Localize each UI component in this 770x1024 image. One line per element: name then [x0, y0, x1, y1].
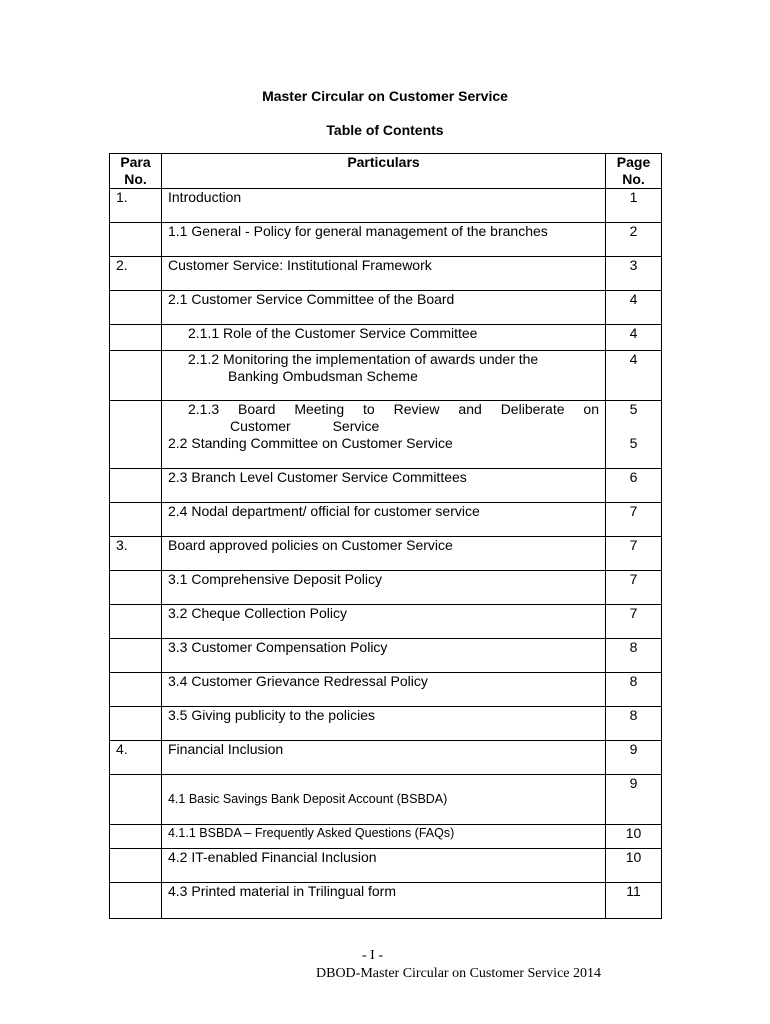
row-para [110, 401, 162, 469]
row-page-1: 5 [629, 401, 638, 417]
row-para [110, 775, 162, 825]
table-row [110, 257, 662, 291]
row-page: 8 [606, 639, 662, 673]
table-header-row [110, 154, 662, 189]
toc-heading: Table of Contents [326, 122, 444, 138]
table-row [110, 189, 662, 223]
row-page: 10 [606, 849, 662, 883]
row-text: 4.1.1 BSBDA – Frequently Asked Questions (FAQs) [162, 825, 606, 849]
row-para [110, 639, 162, 673]
row-page: 1 [606, 189, 662, 223]
table-row [110, 401, 662, 469]
row-text [162, 401, 606, 469]
table-row [110, 503, 662, 537]
row-text: 4.2 IT-enabled Financial Inclusion [162, 849, 606, 883]
table-row [110, 673, 662, 707]
row-page: 9 [606, 775, 662, 825]
row-para: 2. [110, 257, 162, 291]
row-text: 3.5 Giving publicity to the policies [162, 707, 606, 741]
row-para [110, 351, 162, 401]
row-para [110, 291, 162, 325]
row-page: 7 [606, 503, 662, 537]
row-text: 2.1 Customer Service Committee of the Board [162, 291, 606, 325]
row-para [110, 571, 162, 605]
row-page: 6 [606, 469, 662, 503]
table-row [110, 469, 662, 503]
row-text: 3.4 Customer Grievance Redressal Policy [162, 673, 606, 707]
row-text: Customer Service: Institutional Framework [162, 257, 606, 291]
row-text-line1: 2.1.2 Monitoring the implementation of awards under the [188, 351, 539, 367]
row-page: 11 [606, 883, 662, 919]
page-number: - I - [362, 948, 383, 963]
table-row [110, 571, 662, 605]
row-para: 4. [110, 741, 162, 775]
table-row [110, 741, 662, 775]
table-row [110, 707, 662, 741]
row-text: 3.1 Comprehensive Deposit Policy [162, 571, 606, 605]
row-page: 7 [606, 571, 662, 605]
row-page: 8 [606, 673, 662, 707]
row-page: 7 [606, 605, 662, 639]
row-page: 3 [606, 257, 662, 291]
row-para [110, 325, 162, 351]
table-row [110, 605, 662, 639]
row-text: 2.4 Nodal department/ official for customer service [162, 503, 606, 537]
row-para [110, 673, 162, 707]
row-page: 10 [606, 825, 662, 849]
footer-caption: DBOD-Master Circular on Customer Service 2014 [316, 966, 601, 981]
row-para [110, 883, 162, 919]
row-page: 4 [606, 351, 662, 401]
document-title: Master Circular on Customer Service [262, 88, 508, 104]
row-text: 4.3 Printed material in Trilingual form [162, 883, 606, 919]
row-page: 9 [606, 741, 662, 775]
row-page: 4 [606, 325, 662, 351]
table-row [110, 639, 662, 673]
row-text: Financial Inclusion [162, 741, 606, 775]
table-row [110, 537, 662, 571]
row-page: 7 [606, 537, 662, 571]
row-para [110, 469, 162, 503]
table-row [110, 223, 662, 257]
row-para: 3. [110, 537, 162, 571]
row-para [110, 605, 162, 639]
table-row [110, 883, 662, 919]
row-page: 4 [606, 291, 662, 325]
table-row [110, 351, 662, 401]
row-text: 2.1.1 Role of the Customer Service Committee [162, 325, 606, 351]
row-para [110, 825, 162, 849]
row-page: 2 [606, 223, 662, 257]
row-text: Introduction [162, 189, 606, 223]
table-row [110, 849, 662, 883]
toc-table [109, 153, 662, 919]
row-text-line2: Banking Ombudsman Scheme [228, 368, 418, 384]
row-text-line1: 2.1.3 Board Meeting to Review and Deliberate on [188, 401, 599, 417]
row-text: 1.1 General - Policy for general management of the branches [162, 223, 606, 257]
row-text-line1: 4.1 Basic Savings Bank Deposit Account (BSBDA) [168, 792, 448, 806]
table-row [110, 825, 662, 849]
row-text: Board approved policies on Customer Service [162, 537, 606, 571]
row-para [110, 503, 162, 537]
row-text-line2: Customer Service [230, 418, 380, 434]
row-text: 2.3 Branch Level Customer Service Committees [162, 469, 606, 503]
header-particulars: Particulars [162, 154, 606, 189]
row-text: 3.2 Cheque Collection Policy [162, 605, 606, 639]
row-page-2: 5 [629, 435, 638, 451]
table-row [110, 325, 662, 351]
table-row [110, 775, 662, 825]
header-page-no: Page No. [606, 154, 662, 189]
row-text-line3: 2.2 Standing Committee on Customer Service [168, 435, 453, 451]
row-text [162, 775, 606, 825]
row-text: 3.3 Customer Compensation Policy [162, 639, 606, 673]
row-para: 1. [110, 189, 162, 223]
row-page [606, 401, 662, 469]
table-row [110, 291, 662, 325]
row-para [110, 223, 162, 257]
row-text [162, 351, 606, 401]
row-para [110, 849, 162, 883]
row-page: 8 [606, 707, 662, 741]
header-para-no: Para No. [110, 154, 162, 189]
row-para [110, 707, 162, 741]
